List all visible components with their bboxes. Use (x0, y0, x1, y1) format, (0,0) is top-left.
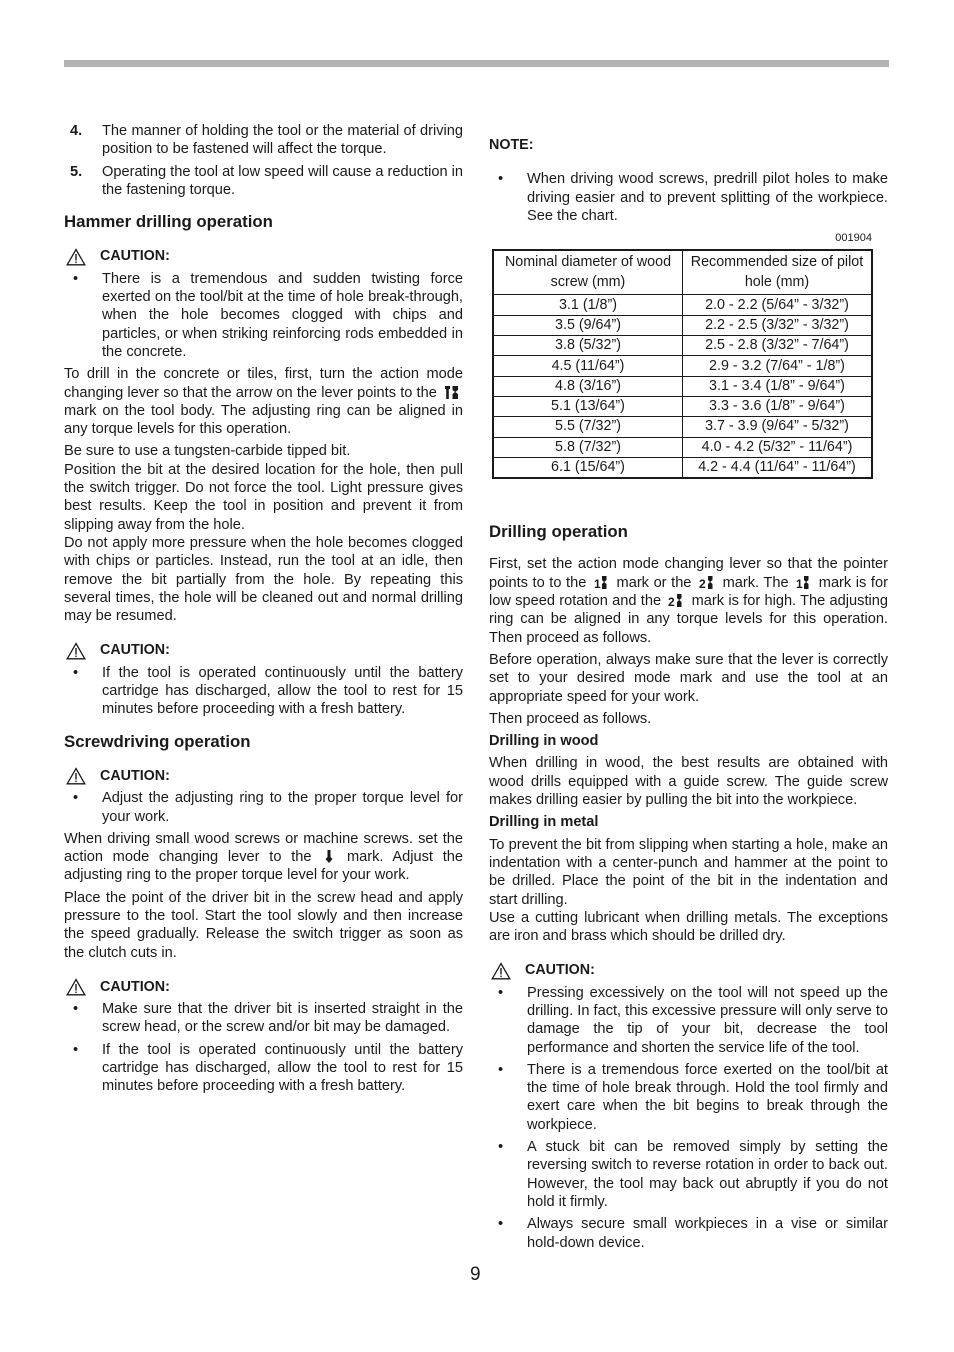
header-rule (64, 60, 889, 67)
screwdriver-mode-icon (324, 849, 334, 864)
drilling-heading: Drilling operation (489, 522, 628, 542)
caution-label (64, 767, 463, 785)
caution-text: CAUTION: (100, 767, 170, 784)
warning-triangle-icon (66, 767, 86, 785)
paragraph-text: First, set the action mode changing lever so that the pointer points to to the (489, 556, 888, 591)
bullet-dot: • (498, 171, 504, 188)
note-label: NOTE: (489, 137, 534, 153)
pilot-hole-table (492, 249, 873, 479)
table-cell: 4.5 (11/64”) (493, 356, 683, 376)
numbered-item (64, 122, 463, 159)
spacer (489, 479, 888, 509)
table-cell: 3.8 (5/32”) (493, 336, 683, 356)
bullet-dot: • (498, 1139, 504, 1156)
chart-code: 001904 (835, 232, 872, 245)
paragraph (64, 365, 463, 438)
caution-text: CAUTION: (100, 642, 170, 659)
item-text: The manner of holding the tool or the material of driving position to be fastened will affect the torque. (102, 123, 463, 158)
table-header-row (493, 250, 872, 295)
paragraph: To prevent the bit from slipping when starting a hole, make an indentation with a center-punch and hammer at the point to be drilled. Place the point of the bit in the indentation and start drilling. (489, 836, 888, 908)
table-cell: 2.9 - 3.2 (7/64” - 1/8”) (683, 356, 873, 376)
bullet-dot: • (498, 1216, 504, 1233)
bullet-item (489, 1061, 888, 1134)
table-cell: 4.8 (3/16”) (493, 376, 683, 396)
paragraph-text: mark or the (616, 574, 692, 591)
caution-label (64, 247, 463, 265)
right-column (489, 122, 888, 1256)
paragraph: Position the bit at the desired location for the hole, then pull the switch trigger. Do not force the tool. Light pressure gives best results. Keep the tool in position and prevent it from slipping away from the hole. (64, 461, 463, 533)
bullet-dot: • (73, 790, 79, 807)
drill-high-speed-icon (699, 575, 715, 590)
paragraph: Do not apply more pressure when the hole becomes clogged with chips or particles. Instead, run the tool at an idle, then remove the bit partially from the hole. By repeating this several times, the hole will be cleaned out and normal drilling may be resumed. (64, 534, 463, 625)
paragraph: Place the point of the driver bit in the screw head and apply pressure to the tool. Start the tool slowly and then increase the speed gradually. Release the switch trigger as soon as the clutch cuts in. (64, 889, 463, 961)
bullet-dot: • (498, 1061, 504, 1078)
svg-text:1: 1 (796, 576, 803, 590)
svg-text:2: 2 (668, 595, 676, 609)
caution-label (489, 961, 888, 979)
table-cell: 3.1 (1/8”) (493, 295, 683, 315)
bullet-item (489, 984, 888, 1057)
table-cell: 6.1 (15/64”) (493, 457, 683, 478)
drill-high-speed-icon (668, 593, 684, 608)
paragraph-text: mark on the tool body. The adjusting ring can be aligned in any torque levels for this operation. (64, 402, 463, 438)
item-number: 4. (70, 123, 83, 139)
table-row (493, 396, 872, 416)
hammer-mode-icon (444, 385, 460, 400)
page-number: 9 (470, 1264, 481, 1285)
caution-label (64, 641, 463, 659)
warning-triangle-icon (66, 248, 86, 266)
bullet-item (489, 1138, 888, 1211)
paragraph: Be sure to use a tungsten-carbide tipped bit. (64, 443, 351, 460)
paragraph-text: mark is for low speed rotation and the (489, 574, 888, 610)
svg-text:2: 2 (699, 576, 706, 590)
warning-triangle-icon (66, 642, 86, 660)
table-cell: 3.1 - 3.4 (1/8” - 9/64”) (683, 376, 873, 396)
bullet-text: Pressing excessively on the tool will not speed up the drilling. In fact, this excessive pressure will only serve to damage the tip of your bit, decrease the tool performance and shorten the service life of the tool. (527, 984, 888, 1056)
table-cell: 3.7 - 3.9 (9/64” - 5/32”) (683, 417, 873, 437)
paragraph-text: When driving small wood screws or machine screws. set the action mode changing lever to the (64, 830, 463, 866)
table-cell: 2.0 - 2.2 (5/64” - 3/32”) (683, 295, 873, 315)
table-cell: 4.0 - 4.2 (5/32” - 11/64”) (683, 437, 873, 457)
bullet-item (64, 1000, 463, 1037)
bullet-item (489, 170, 888, 225)
paragraph-text: To drill in the concrete or tiles, first, turn the action mode changing lever so that the arrow on the lever points to the (64, 366, 463, 401)
drilling-in-wood-heading: Drilling in wood (489, 733, 599, 750)
paragraph: Then proceed as follows. (489, 710, 652, 727)
caution-text: CAUTION: (525, 962, 595, 979)
table-cell: 5.5 (7/32”) (493, 417, 683, 437)
table-cell: 3.5 (9/64”) (493, 315, 683, 335)
bullet-item (64, 1041, 463, 1096)
table-row (493, 376, 872, 396)
bullet-item (489, 1215, 888, 1252)
table-row (493, 356, 872, 376)
bullet-dot: • (73, 1001, 79, 1018)
bullet-item (64, 789, 463, 826)
caution-label (64, 978, 463, 996)
paragraph (489, 555, 888, 646)
bullet-text: A stuck bit can be removed simply by setting the reversing switch to reverse rotation in order to back out. However, the tool may back out abruptly if you do not hold it firmly. (527, 1139, 888, 1210)
table-row (493, 336, 872, 356)
table-cell: 2.2 - 2.5 (3/32” - 3/32”) (683, 315, 873, 335)
bullet-dot: • (73, 1041, 79, 1058)
paragraph-text: mark. Adjust the adjusting ring to the proper torque level for your work. (64, 849, 463, 884)
table-header-cell: Recommended size of pilot hole (mm) (683, 250, 873, 295)
hammer-drilling-heading: Hammer drilling operation (64, 212, 273, 232)
item-number: 5. (70, 163, 83, 180)
bullet-text: Make sure that the driver bit is inserted straight in the screw head, or the screw and/or bit may be damaged. (102, 1001, 463, 1036)
paragraph-text: mark is for high. The adjusting ring can be aligned in any torque levels for this operation. Then proceed as follows. (489, 593, 888, 646)
bullet-dot: • (73, 270, 79, 287)
warning-triangle-icon (66, 978, 86, 996)
bullet-text: If the tool is operated continuously until the battery cartridge has discharged, allow the tool to rest for 15 minutes before proceeding with a fresh battery. (102, 1041, 463, 1095)
drill-low-speed-icon (796, 575, 811, 590)
bullet-text: If the tool is operated continuously until the battery cartridge has discharged, allow the tool to rest for 15 minutes before proceeding with a fresh battery. (102, 664, 463, 718)
table-cell: 3.3 - 3.6 (1/8” - 9/64”) (683, 396, 873, 416)
paragraph-text: mark. The (722, 574, 789, 591)
paragraph: Before operation, always make sure that the lever is correctly set to your desired mode mark and use the tool at an appropriate speed for your work. (489, 651, 888, 705)
bullet-item (64, 664, 463, 719)
table-cell: 5.1 (13/64”) (493, 396, 683, 416)
bullet-text: Adjust the adjusting ring to the proper torque level for your work. (102, 790, 463, 825)
drill-low-speed-icon (594, 575, 609, 590)
caution-text: CAUTION: (100, 248, 170, 265)
bullet-text: Always secure small workpieces in a vise or similar hold-down device. (527, 1216, 888, 1251)
drilling-in-metal-heading: Drilling in metal (489, 814, 599, 831)
paragraph (64, 830, 463, 885)
svg-text:1: 1 (593, 576, 601, 590)
table-row (493, 295, 872, 315)
table-row (493, 457, 872, 478)
bullet-text: There is a tremendous and sudden twisting force exerted on the tool/bit at the time of hole break-through, when the hole becomes clogged with chips and particles, or when striking reinforcing rods embedded in the concrete. (102, 270, 463, 360)
bullet-text: There is a tremendous force exerted on the tool/bit at the time of hole break through. Hold the tool firmly and exert care when the bit begins to break through the workpiece. (527, 1061, 888, 1133)
left-column (64, 122, 463, 1100)
numbered-item (64, 163, 463, 200)
bullet-dot: • (73, 664, 79, 681)
paragraph: Use a cutting lubricant when drilling metals. The exceptions are iron and brass which should be drilled dry. (489, 909, 888, 945)
paragraph: When drilling in wood, the best results are obtained with wood drills equipped with a guide screw. The guide screw makes drilling easier by pulling the bit into the workpiece. (489, 755, 888, 809)
table-row (493, 417, 872, 437)
table-row (493, 437, 872, 457)
bullet-text: When driving wood screws, predrill pilot holes to make driving easier and to prevent splitting of the workpiece. See the chart. (527, 171, 888, 224)
table-header-cell: Nominal diameter of wood screw (mm) (493, 250, 683, 295)
caution-text: CAUTION: (100, 978, 170, 995)
screwdriving-heading: Screwdriving operation (64, 731, 251, 751)
table-cell: 2.5 - 2.8 (3/32” - 7/64”) (683, 336, 873, 356)
bullet-dot: • (498, 984, 504, 1001)
warning-triangle-icon (491, 962, 511, 980)
table-cell: 5.8 (7/32”) (493, 437, 683, 457)
table-row (493, 315, 872, 335)
table-cell: 4.2 - 4.4 (11/64” - 11/64”) (683, 457, 873, 478)
item-text: Operating the tool at low speed will cause a reduction in the fastening torque. (102, 163, 464, 198)
bullet-item (64, 270, 463, 361)
